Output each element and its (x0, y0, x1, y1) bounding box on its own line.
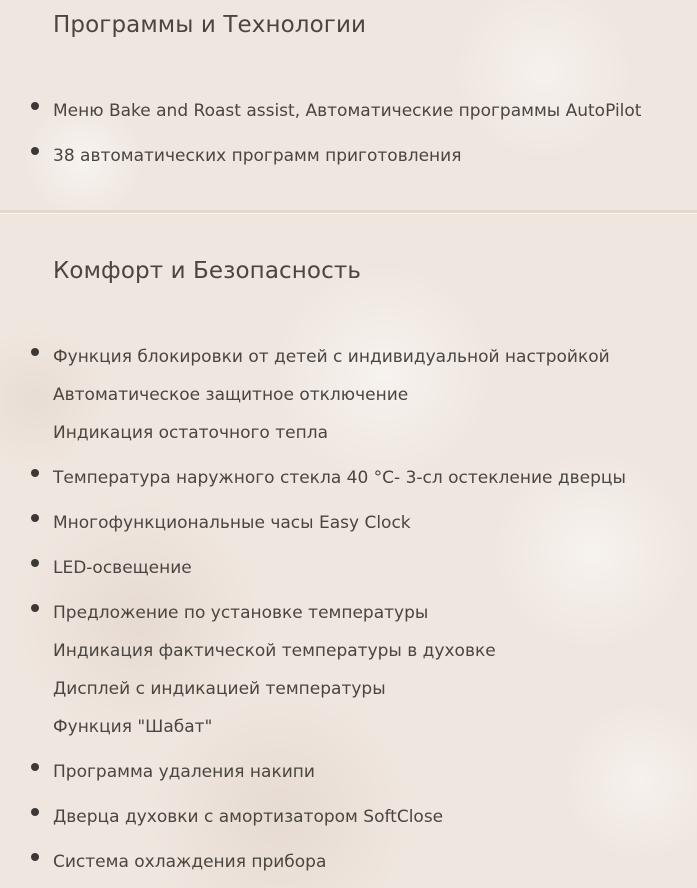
bullet-icon (31, 348, 39, 356)
bullet-icon (31, 469, 39, 477)
list-item (0, 594, 697, 746)
list-item (0, 843, 697, 881)
bullet-icon (31, 808, 39, 816)
list-item (0, 92, 697, 130)
feature-text: Температура наружного стекла 40 °C- 3-сл остекление дверцы (53, 468, 626, 488)
bullet-icon (31, 147, 39, 155)
feature-text: Дверца духовки с амортизатором SoftClose (53, 807, 444, 827)
feature-text: Индикация остаточного тепла (53, 423, 328, 443)
list-item (0, 753, 697, 791)
feature-text: Автоматическое защитное отключение (53, 385, 409, 405)
feature-text: 38 автоматических программ приготовления (53, 146, 462, 166)
bullet-icon (31, 763, 39, 771)
list-item (0, 798, 697, 836)
feature-text: Функция блокировки от детей с индивидуальной настройкой (53, 347, 610, 367)
bullet-icon (31, 604, 39, 612)
feature-list (0, 338, 697, 888)
feature-text: Программа удаления накипи (53, 762, 315, 782)
feature-text: Дисплей с индикацией температуры (53, 679, 386, 699)
list-item (0, 504, 697, 542)
list-item (0, 459, 697, 497)
section-title: Программы и Технологии (53, 12, 367, 38)
feature-text: Функция "Шабат" (53, 717, 213, 737)
bullet-icon (31, 853, 39, 861)
bullet-icon (31, 514, 39, 522)
feature-text: LED-освещение (53, 558, 192, 578)
feature-text: Многофункциональные часы Easy Clock (53, 513, 411, 533)
feature-text: Предложение по установке температуры (53, 603, 429, 623)
feature-text: Меню Bake and Roast assist, Автоматические программы AutoPilot (53, 101, 642, 121)
feature-text: Индикация фактической температуры в духовке (53, 641, 496, 661)
list-item (0, 549, 697, 587)
section-title: Комфорт и Безопасность (53, 258, 361, 284)
bullet-icon (31, 102, 39, 110)
bullet-icon (31, 559, 39, 567)
section-divider (0, 210, 697, 213)
feature-list (0, 92, 697, 182)
list-item (0, 338, 697, 452)
feature-text: Система охлаждения прибора (53, 852, 327, 872)
list-item (0, 137, 697, 175)
